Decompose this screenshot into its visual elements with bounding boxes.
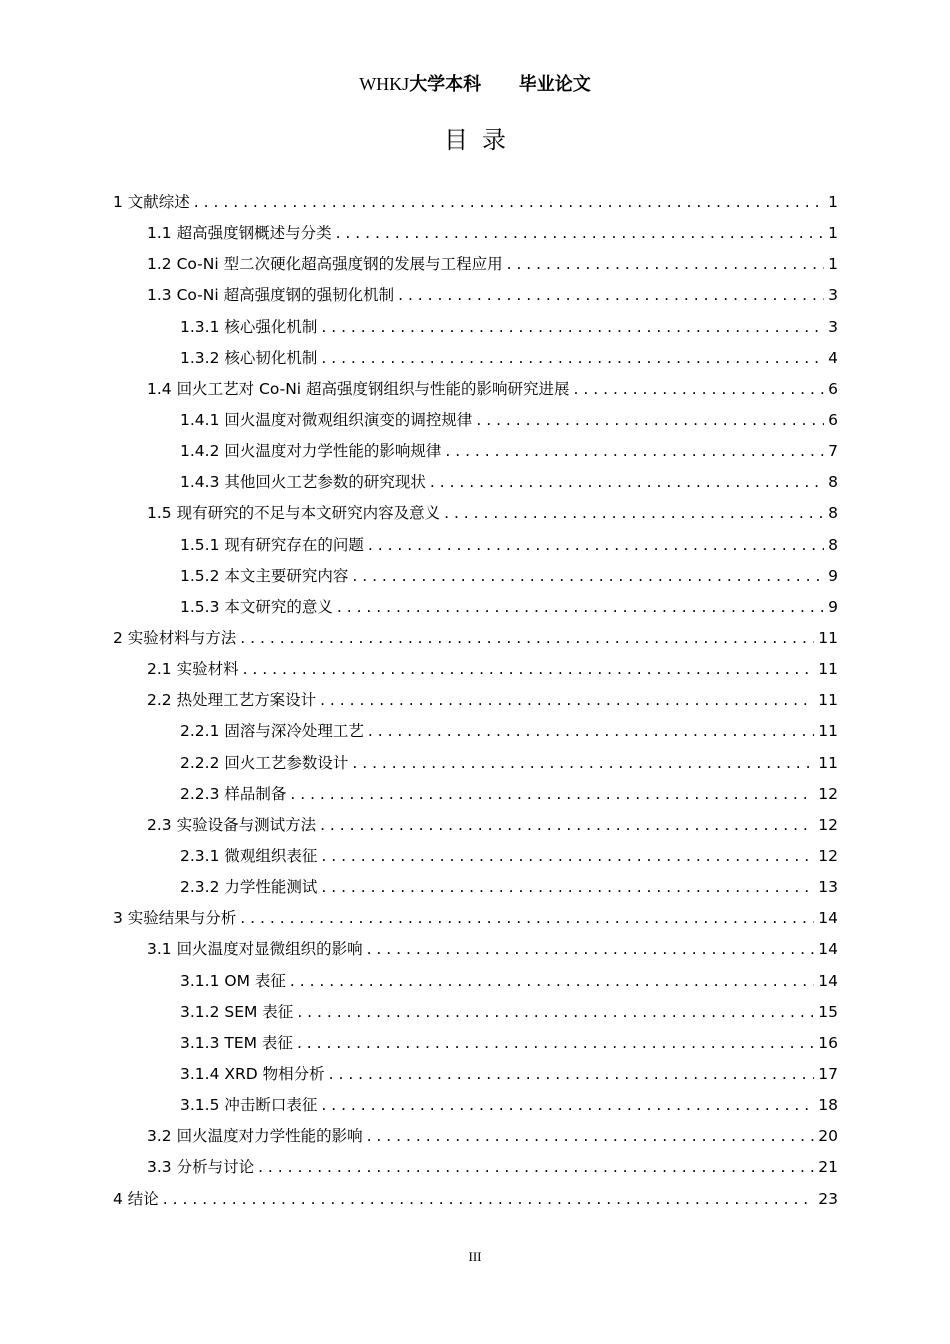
toc-entry-label: 1.1 超高强度钢概述与分类: [147, 224, 332, 243]
toc-entry-label: 3.1.2 SEM 表征: [180, 1002, 294, 1021]
toc-entry-label: 3.3 分析与讨论: [147, 1158, 255, 1177]
toc-leader-dots: [194, 193, 824, 211]
toc-leader-dots: [240, 629, 814, 647]
toc-entry[interactable]: [113, 751, 838, 782]
toc-entry-label: 4 结论: [113, 1189, 159, 1208]
toc-entry-page: 6: [828, 379, 838, 398]
toc-entry-label: 3.1 回火温度对显微组织的影响: [147, 940, 363, 959]
toc-entry-page: 8: [828, 535, 838, 554]
page-title: 目录: [444, 126, 520, 154]
toc-entry[interactable]: [113, 346, 838, 377]
toc-entry[interactable]: [113, 875, 838, 906]
toc-entry[interactable]: [113, 782, 838, 813]
toc-entry-label: 1.2 Co-Ni 型二次硬化超高强度钢的发展与工程应用: [147, 255, 503, 274]
toc-entry[interactable]: [113, 688, 838, 719]
header-doc-type: 毕业论文: [518, 74, 591, 95]
toc-entry-label: 1.3.1 核心强化机制: [180, 317, 318, 336]
toc-entry-label: 1.4 回火工艺对 Co-Ni 超高强度钢组织与性能的影响研究进展: [147, 379, 570, 398]
toc-entry-page: 9: [828, 597, 838, 616]
toc-entry[interactable]: [113, 657, 838, 688]
toc-entry-label: 1.4.3 其他回火工艺参数的研究现状: [180, 473, 426, 492]
toc-entry-label: 3.1.5 冲击断口表征: [180, 1096, 318, 1115]
toc-leader-dots: [321, 349, 824, 367]
toc-entry-page: 3: [828, 317, 838, 336]
toc-entry-label: 1.3 Co-Ni 超高强度钢的强韧化机制: [147, 286, 395, 305]
header-school: 大学本科: [409, 74, 482, 95]
toc-entry[interactable]: [113, 1124, 838, 1155]
toc-entry-label: 1.5 现有研究的不足与本文研究内容及意义: [147, 504, 441, 523]
toc-entry-label: 1.5.3 本文研究的意义: [180, 597, 333, 616]
toc-leader-dots: [320, 816, 814, 834]
toc-leader-dots: [476, 411, 824, 429]
page-header: [0, 70, 950, 96]
toc-entry[interactable]: [113, 1031, 838, 1062]
toc-entry[interactable]: [113, 719, 838, 750]
toc-entry-page: 21: [818, 1158, 838, 1177]
toc-entry-page: 12: [818, 784, 838, 803]
toc-leader-dots: [398, 286, 824, 304]
toc-leader-dots: [336, 224, 825, 242]
toc-entry-label: 3.1.3 TEM 表征: [180, 1033, 293, 1052]
toc-entry-label: 1.5.1 现有研究存在的问题: [180, 535, 364, 554]
toc-entry-label: 2.3.1 微观组织表征: [180, 846, 318, 865]
toc-entry[interactable]: [113, 315, 838, 346]
table-of-contents: [113, 190, 838, 1218]
toc-leader-dots: [352, 754, 814, 772]
toc-entry-page: 11: [818, 753, 838, 772]
toc-leader-dots: [290, 972, 814, 990]
toc-entry-page: 8: [828, 473, 838, 492]
toc-entry-label: 3.1.4 XRD 物相分析: [180, 1064, 325, 1083]
toc-entry[interactable]: [113, 937, 838, 968]
toc-entry-page: 14: [818, 971, 838, 990]
toc-entry-page: 11: [818, 691, 838, 710]
toc-entry-page: 13: [818, 878, 838, 897]
toc-entry-page: 20: [818, 1127, 838, 1146]
toc-entry-label: 2.2.3 样品制备: [180, 784, 287, 803]
toc-entry-label: 2.2 热处理工艺方案设计: [147, 691, 317, 710]
toc-entry-page: 23: [818, 1189, 838, 1208]
toc-entry-label: 1.3.2 核心韧化机制: [180, 348, 318, 367]
toc-leader-dots: [507, 255, 825, 273]
toc-leader-dots: [321, 318, 824, 336]
toc-entry-page: 6: [828, 410, 838, 429]
toc-entry-page: 1: [828, 224, 838, 243]
toc-entry[interactable]: [113, 408, 838, 439]
toc-entry-page: 17: [818, 1064, 838, 1083]
toc-leader-dots: [444, 504, 824, 522]
toc-entry[interactable]: [113, 190, 838, 221]
toc-leader-dots: [321, 847, 814, 865]
toc-entry-label: 1.4.2 回火温度对力学性能的影响规律: [180, 442, 442, 461]
toc-entry-page: 9: [828, 566, 838, 585]
toc-entry-label: 2.2.1 固溶与深冷处理工艺: [180, 722, 364, 741]
toc-entry[interactable]: [113, 377, 838, 408]
toc-leader-dots: [430, 473, 824, 491]
toc-leader-dots: [329, 1065, 815, 1083]
toc-entry-label: 3 实验结果与分析: [113, 909, 237, 928]
toc-entry[interactable]: [113, 969, 838, 1000]
toc-entry[interactable]: [113, 1187, 838, 1218]
page-number: III: [468, 1249, 482, 1264]
toc-entry[interactable]: [113, 906, 838, 937]
toc-entry-page: 12: [818, 815, 838, 834]
toc-entry-page: 11: [818, 628, 838, 647]
toc-entry[interactable]: [113, 813, 838, 844]
toc-entry-page: 15: [818, 1002, 838, 1021]
toc-entry[interactable]: [113, 470, 838, 501]
toc-leader-dots: [445, 442, 824, 460]
toc-entry[interactable]: [113, 252, 838, 283]
toc-leader-dots: [243, 660, 815, 678]
toc-leader-dots: [240, 909, 814, 927]
toc-leader-dots: [297, 1003, 814, 1021]
toc-entry-label: 2.3 实验设备与测试方法: [147, 815, 317, 834]
toc-leader-dots: [163, 1190, 814, 1208]
header-gap: [481, 74, 519, 95]
toc-entry[interactable]: [113, 626, 838, 657]
toc-leader-dots: [367, 1127, 815, 1145]
toc-entry-page: 3: [828, 286, 838, 305]
toc-entry[interactable]: [113, 501, 838, 532]
toc-entry-page: 11: [818, 660, 838, 679]
toc-entry-label: 2.2.2 回火工艺参数设计: [180, 753, 349, 772]
toc-leader-dots: [368, 722, 814, 740]
toc-entry-label: 1 文献综述: [113, 193, 190, 211]
toc-leader-dots: [297, 1034, 814, 1052]
toc-entry-page: 4: [828, 348, 838, 367]
toc-entry-label: 1.4.1 回火温度对微观组织演变的调控规律: [180, 410, 473, 429]
toc-entry-label: 1.5.2 本文主要研究内容: [180, 566, 349, 585]
toc-entry-page: 12: [818, 846, 838, 865]
toc-leader-dots: [337, 598, 824, 616]
toc-entry-page: 14: [818, 909, 838, 928]
toc-entry-page: 7: [828, 442, 838, 461]
toc-entry-label: 3.1.1 OM 表征: [180, 971, 286, 990]
toc-entry-label: 2 实验材料与方法: [113, 628, 237, 647]
toc-entry[interactable]: [113, 1155, 838, 1186]
toc-entry[interactable]: [113, 439, 838, 470]
toc-entry[interactable]: [113, 1062, 838, 1093]
toc-entry-page: 14: [818, 940, 838, 959]
toc-entry[interactable]: [113, 1093, 838, 1124]
toc-entry-page: 8: [828, 504, 838, 523]
toc-entry-label: 3.2 回火温度对力学性能的影响: [147, 1127, 363, 1146]
header-latin: WHKJ: [359, 74, 410, 94]
toc-leader-dots: [321, 878, 814, 896]
toc-leader-dots: [574, 380, 825, 398]
toc-leader-dots: [368, 536, 824, 554]
toc-entry[interactable]: [113, 595, 838, 626]
toc-leader-dots: [352, 567, 824, 585]
toc-entry[interactable]: [113, 564, 838, 595]
toc-leader-dots: [290, 785, 814, 803]
toc-entry-page: 18: [818, 1096, 838, 1115]
toc-entry-label: 2.1 实验材料: [147, 660, 239, 679]
toc-entry[interactable]: [113, 1000, 838, 1031]
toc-leader-dots: [258, 1158, 814, 1176]
toc-leader-dots: [367, 940, 815, 958]
toc-entry-label: 2.3.2 力学性能测试: [180, 878, 318, 897]
toc-entry-page: 11: [818, 722, 838, 741]
toc-entry-page: 1: [828, 193, 838, 211]
toc-entry[interactable]: [113, 283, 838, 314]
toc-entry-page: 1: [828, 255, 838, 274]
toc-leader-dots: [321, 1096, 814, 1114]
toc-entry[interactable]: [113, 533, 838, 564]
toc-entry[interactable]: [113, 221, 838, 252]
toc-leader-dots: [320, 691, 814, 709]
toc-entry[interactable]: [113, 844, 838, 875]
toc-entry-page: 16: [818, 1033, 838, 1052]
